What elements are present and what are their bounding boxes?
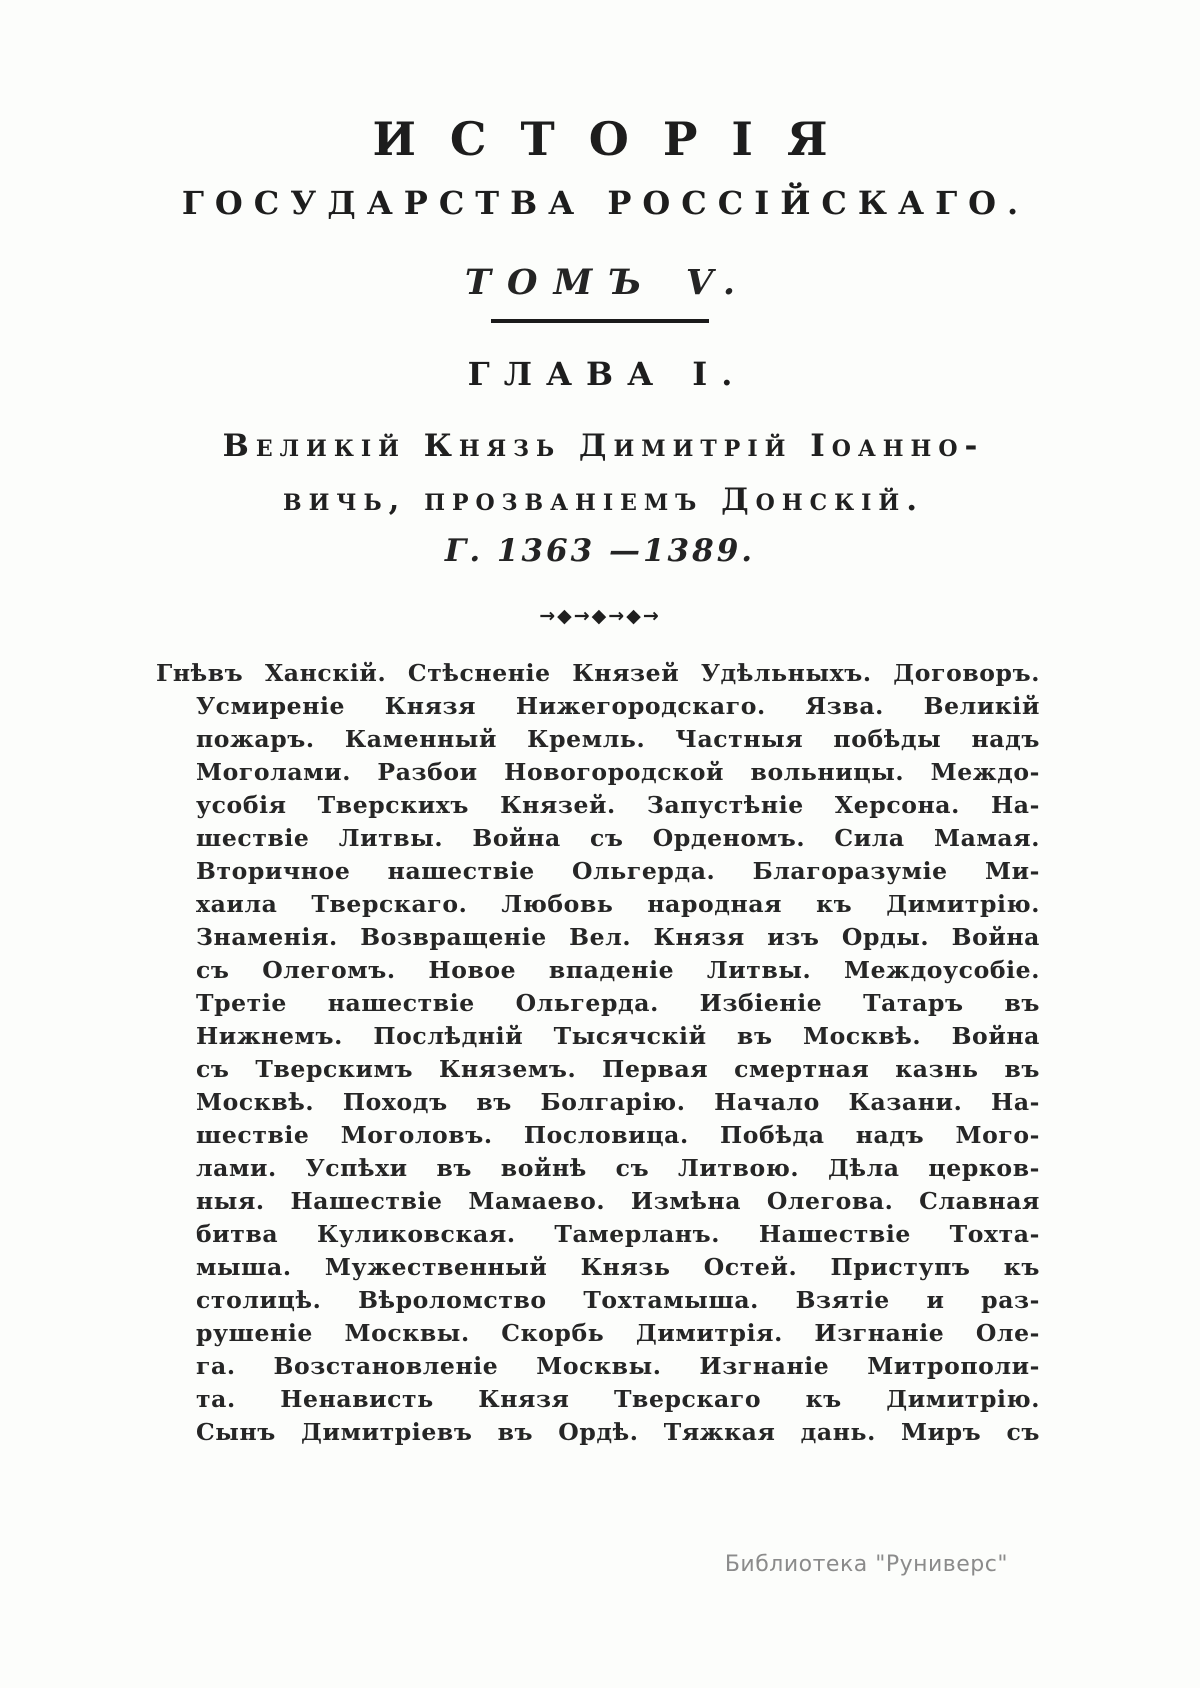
summary-line: та. Ненависть Князя Тверскаго къ Димитрію. xyxy=(196,1385,1040,1413)
summary-line: Третіе нашествіе Ольгерда. Избіеніе Татаръ въ xyxy=(196,989,1040,1017)
ornament-divider: →◆→◆→◆→ xyxy=(539,605,661,627)
summary-line: шествіе Моголовъ. Пословица. Побѣда надъ Мого- xyxy=(196,1121,1040,1149)
summary-line: хаила Тверскаго. Любовь народная къ Димитрію. xyxy=(196,890,1040,918)
book-title: ИСТОРІЯ xyxy=(372,112,862,166)
summary-line: усобія Тверскихъ Князей. Запустѣніе Херсона. На- xyxy=(196,791,1040,819)
volume-label: ТОМЪ V. xyxy=(464,262,752,303)
summary-text xyxy=(156,657,1040,1449)
chapter-title-line-1: Великій Князь Димитрій Іоанно- xyxy=(222,428,985,464)
summary-line: мыша. Мужественный Князь Остей. Приступъ къ xyxy=(196,1253,1040,1281)
summary-line: Гнѣвъ Ханскій. Стѣсненіе Князей Удѣльныхъ. Договоръ. xyxy=(156,659,1040,687)
summary-line: шествіе Литвы. Война съ Орденомъ. Сила Мамая. xyxy=(196,824,1040,852)
divider-rule xyxy=(491,319,709,323)
summary-line: битва Куликовская. Тамерланъ. Нашествіе Тохта- xyxy=(196,1220,1040,1248)
chapter-heading: ГЛАВА I. xyxy=(467,355,747,393)
book-subtitle: ГОСУДАРСТВА РОССІЙСКАГО. xyxy=(181,184,1030,222)
summary-line: Вторичное нашествіе Ольгерда. Благоразуміе Ми- xyxy=(196,857,1040,885)
summary-line: Усмиреніе Князя Нижегородскаго. Язва. Великій xyxy=(196,692,1040,720)
summary-line: Москвѣ. Походъ въ Болгарію. Начало Казани. На- xyxy=(196,1088,1040,1116)
summary-line: рушеніе Москвы. Скорбь Димитрія. Изгнаніе Оле- xyxy=(196,1319,1040,1347)
summary-line: Моголами. Разбои Новогородской вольницы. Междо- xyxy=(196,758,1040,786)
summary-line: Сынъ Димитріевъ въ Ордѣ. Тяжкая дань. Миръ съ xyxy=(196,1418,1040,1446)
library-watermark: Библиотека "Руниверс" xyxy=(724,1552,1008,1577)
summary-line: лами. Успѣхи въ войнѣ съ Литвою. Дѣла церков- xyxy=(196,1154,1040,1182)
summary-line: столицѣ. Вѣроломство Тохтамыша. Взятіе и раз- xyxy=(196,1286,1040,1314)
summary-line: га. Возстановленіе Москвы. Изгнаніе Митрополи- xyxy=(196,1352,1040,1380)
summary-line: Знаменія. Возвращеніе Вел. Князя изъ Орды. Война xyxy=(196,923,1040,951)
summary-line: съ Тверскимъ Княземъ. Первая смертная казнь въ xyxy=(196,1055,1040,1083)
chapter-title xyxy=(0,419,1200,527)
summary-line: съ Олегомъ. Новое впаденіе Литвы. Междоусобіе. xyxy=(196,956,1040,984)
summary-line: Нижнемъ. Послѣдній Тысячскій въ Москвѣ. Война xyxy=(196,1022,1040,1050)
summary-line: пожаръ. Каменный Кремль. Частныя побѣды надъ xyxy=(196,725,1040,753)
chapter-years: Г. 1363 —1389. xyxy=(444,533,756,569)
summary-line: ныя. Нашествіе Мамаево. Измѣна Олегова. Славная xyxy=(196,1187,1040,1215)
chapter-title-line-2: вичь, прозваніемъ Донскій. xyxy=(282,482,924,518)
